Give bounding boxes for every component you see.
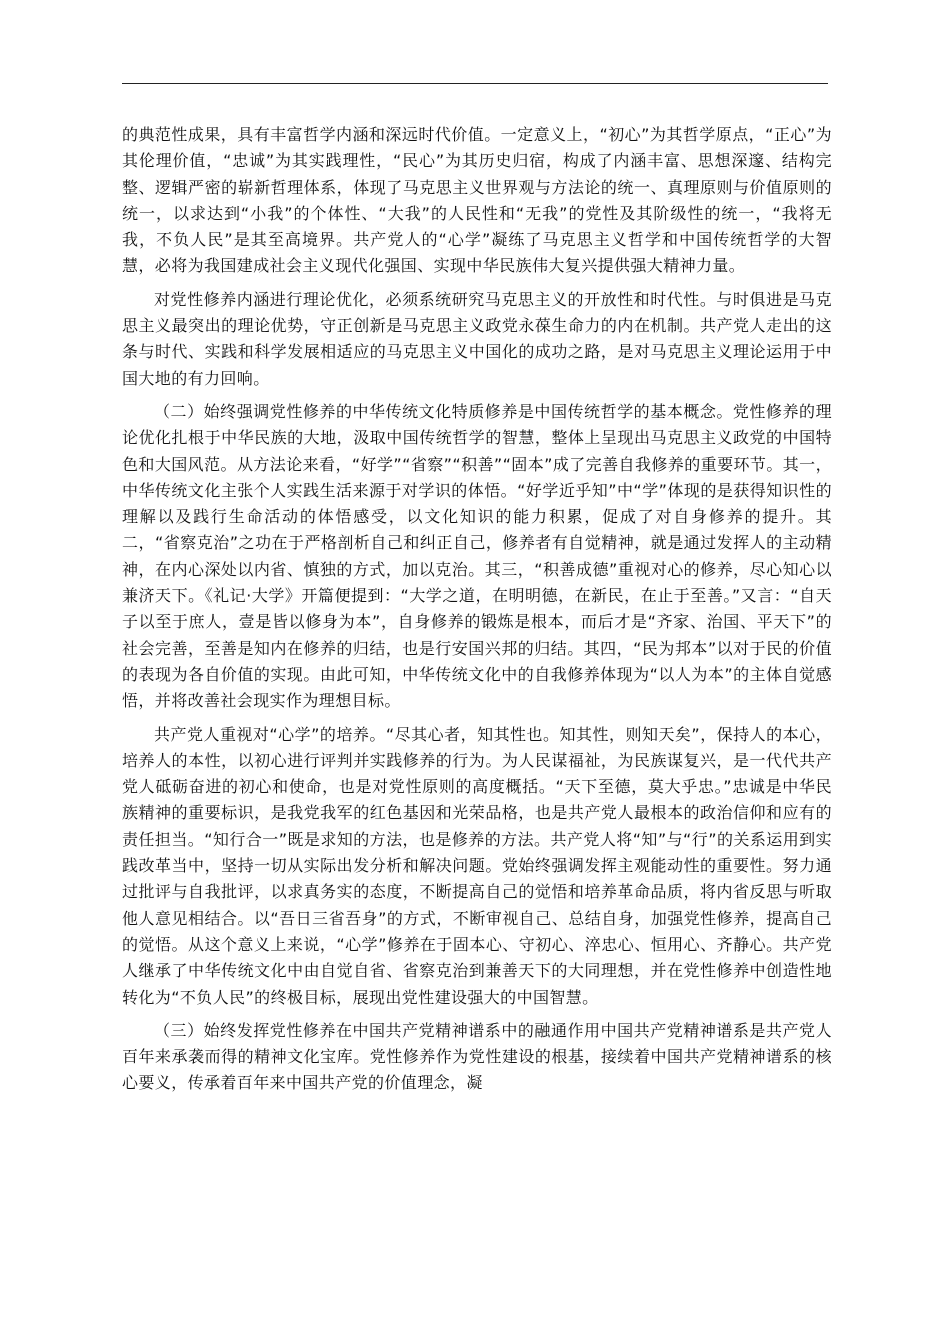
header-rule <box>122 83 828 84</box>
paragraph-continuation: 的典范性成果，具有丰富哲学内涵和深远时代价值。一定意义上，“初心”为其哲学原点，“正心”为其伦理价值，“忠诚”为其实践理性，“民心”为其历史归宿，构成了内涵丰富、思想深邃、结构完整、逻辑严密的崭新哲理体系，体现了马克思主义世界观与方法论的统一、真理原则与价值原则的统一，以求达到“小我”的个体性、“大我”的人民性和“无我”的党性及其阶级性的统一，“我将无我，不负人民”是其至高境界。共产党人的“心学”凝练了马克思主义哲学和中国传统哲学的大智慧，必将为我国建成社会主义现代化强国、实现中华民族伟大复兴提供强大精神力量。 <box>122 125 832 276</box>
paragraph-heart-learning: 共产党人重视对“心学”的培养。“尽其心者，知其性也。知其性，则知天矣”，保持人的本心，培养人的本性，以初心进行评判并实践修养的行为。为人民谋福祉，为民族谋复兴，是一代代共产党人砥砺奋进的初心和使命，也是对党性原则的高度概括。“天下至德，莫大乎忠。”忠诚是中华民族精神的重要标识，是我党我军的红色基因和光荣品格，也是共产党人最根本的政治信仰和应有的责任担当。“知行合一”既是求知的方法，也是修养的方法。共产党人将“知”与“行”的关系运用到实践改革当中，坚持一切从实际出发分析和解决问题。党始终强调发挥主观能动性的重要性。努力通过批评与自我批评，以求真务实的态度，不断提高自己的觉悟和培养革命品质，将内省反思与听取他人意见相结合。以“吾日三省吾身”的方式，不断审视自己、总结自身，加强党性修养，提高自己的觉悟。从这个意义上来说，“心学”修养在于固本心、守初心、淬忠心、恒用心、齐静心。共产党人继承了中华传统文化中由自觉自省、省察克治到兼善天下的大同理想，并在党性修养中创造性地转化为“不负人民”的终极目标，展现出党性建设强大的中国智慧。 <box>122 724 832 1007</box>
paragraph-theory-optimization: 对党性修养内涵进行理论优化，必须系统研究马克思主义的开放性和时代性。与时俱进是马克思主义最突出的理论优势，守正创新是马克思主义政党永葆生命力的内在机制。共产党人走出的这条与时代、实践和科学发展相适应的马克思主义中国化的成功之路，是对马克思主义理论运用于中国大地的有力回响。 <box>122 289 832 388</box>
paragraph-section-two: （二）始终强调党性修养的中华传统文化特质修养是中国传统哲学的基本概念。党性修养的理论优化扎根于中华民族的大地，汲取中国传统哲学的智慧，整体上呈现出马克思主义政党的中国特色和大国风范。从方法论来看，“好学”“省察”“积善”“固本”成了完善自我修养的重要环节。其一，中华传统文化主张个人实践生活来源于对学识的体悟。“好学近乎知”中“学”体现的是获得知识性的理解以及践行生命活动的体悟感受，以文化知识的能力积累，促成了对自身修养的提升。其二，“省察克治”之功在于严格剖析自己和纠正自己，修养者有自觉精神，就是通过发挥人的主动精神，在内心深处以内省、慎独的方式，加以克治。其三，“积善成德”重视对心的修养，尽心知心以兼济天下。《礼记·大学》开篇便提到：“大学之道，在明明德，在新民，在止于至善。”又言：“自天子以至于庶人，壹是皆以修身为本”，自身修养的锻炼是根本，而后才是“齐家、治国、平天下”的社会完善，至善是知内在修养的归结，也是行安国兴邦的归结。其四，“民为邦本”以对于民的价值的表现为各自价值的实现。由此可知，中华传统文化中的自我修养体现为“以人为本”的主体自觉感悟，并将改善社会现实作为理想目标。 <box>122 401 832 711</box>
paragraph-section-three: （三）始终发挥党性修养在中国共产党精神谱系中的融通作用中国共产党精神谱系是共产党人百年来承袭而得的精神文化宝库。党性修养作为党性建设的根基，接续着中国共产党精神谱系的核心要义，传承着百年来中国共产党的价值理念，凝 <box>122 1020 832 1093</box>
document-body <box>122 122 832 1104</box>
